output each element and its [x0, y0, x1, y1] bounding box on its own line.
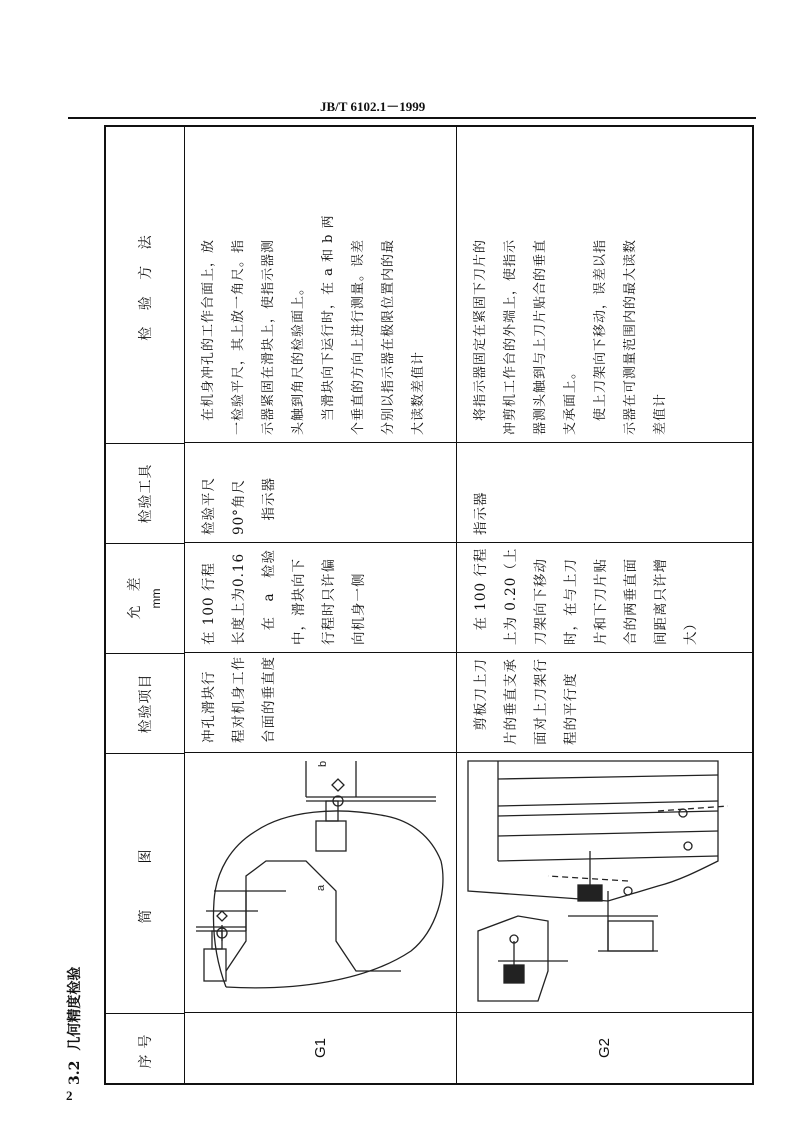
g2-tolerance	[466, 545, 706, 645]
col-line	[184, 752, 752, 753]
header-diagram: 简 图	[106, 753, 184, 1013]
g1-method-line: 当滑块向下运行时，在 a 和 b 两	[321, 214, 336, 435]
g2-tolerance-line: 间距离只许增	[653, 558, 669, 645]
g2-method-line: 使上刀架向下移动，误差以指	[593, 238, 608, 435]
g1-method-line: 头触到角尺的检验面上。	[291, 280, 306, 435]
g1-method-line: 大读数差值计	[411, 350, 426, 435]
header-tool: 检验工具	[106, 443, 184, 543]
g2-tolerance-line: 时，在与上刀	[563, 558, 579, 645]
g2-method-line: 示器在可测量范围内的最大读数	[623, 238, 638, 435]
col-line	[184, 652, 752, 653]
g1-item-line: 冲孔滑块行	[201, 670, 217, 743]
header-divider	[184, 127, 185, 1083]
g1-tolerance-line: 长度上为0.16	[231, 552, 247, 645]
g1-method-line: 个垂直的方向上进行测量。误差	[351, 238, 366, 435]
g2-method-line: 器测头触到与上刀片贴合的垂直	[533, 238, 548, 435]
g2-diagram	[458, 755, 750, 1011]
g1-tool	[194, 445, 284, 535]
g2-tolerance-line: 大）	[683, 616, 699, 645]
section-heading	[64, 957, 84, 1085]
label-a: a	[315, 884, 327, 891]
g2-tolerance-line: 刀架向下移动	[533, 558, 549, 645]
g1-tolerance-line: 向机身一侧	[351, 572, 367, 645]
g1-method-line: 分别以指示器在极限位置内的最	[381, 238, 396, 435]
header-no: 序号	[106, 1013, 184, 1083]
header-method: 检 验 方 法	[138, 229, 154, 341]
g1-method-line: 在机身冲孔的工作台面上，放	[201, 238, 216, 435]
g1-diagram	[186, 755, 454, 1011]
header-rule	[68, 117, 756, 119]
g2-item-line: 面对上刀架行	[533, 658, 549, 745]
g2-method-line: 差值计	[653, 392, 668, 435]
g2-method-line: 支承面上。	[563, 364, 578, 435]
g2-tolerance-line: 上为 0.20（上	[503, 547, 519, 645]
header-item: 检验项目	[106, 653, 184, 753]
header-tolerance-label: 允 差	[127, 577, 144, 620]
g1-tolerance-line: 在 100 行程	[201, 562, 217, 645]
g2-tolerance-line: 合的两垂直面	[623, 558, 639, 645]
g1-tool-line: 指示器	[261, 477, 277, 535]
col-line	[184, 442, 752, 443]
g2-tool-line: 指示器	[473, 491, 489, 535]
g1-tolerance-line: 中，滑块向下	[291, 558, 307, 645]
g2-item-line: 程的平行度	[563, 672, 579, 745]
label-b: b	[317, 760, 329, 767]
g1-method-line: 示器紧固在滑块上，使指示器测	[261, 238, 276, 435]
g2-tool	[466, 445, 496, 535]
g2-item-line: 剪板刀上刀	[473, 658, 489, 745]
page-number: 2	[66, 1088, 73, 1103]
rotated-table-block	[67, 125, 754, 1085]
g2-item	[466, 655, 586, 745]
g1-method	[194, 129, 434, 435]
table-header-row	[106, 127, 184, 1083]
row-divider	[456, 127, 457, 1083]
section-number: 3.2	[67, 1060, 83, 1085]
header-tolerance	[106, 543, 184, 653]
g1-method-line: 一检验平尺，其上放一角尺。指	[231, 238, 246, 435]
standard-number: JB/T 6102.1－1999	[320, 99, 426, 114]
g2-tolerance-line: 片和下刀片贴	[593, 558, 609, 645]
g2-method	[466, 129, 676, 435]
g2-item-line: 片的垂直支承	[503, 658, 519, 745]
g1-tool-line: 检验平尺	[201, 477, 217, 535]
g1-tolerance	[194, 545, 374, 645]
g2-tolerance-line: 在 100 行程	[473, 547, 489, 645]
g1-tolerance-line: 行程时只许偏	[321, 558, 337, 645]
col-line	[184, 542, 752, 543]
row-no: G1	[311, 1038, 329, 1059]
g1-item-line: 台面的垂直度	[261, 656, 277, 743]
inspection-table	[104, 125, 754, 1085]
g2-method-line: 将指示器固定在紧固下刀片的	[473, 238, 488, 435]
row-no: G2	[595, 1038, 613, 1059]
g1-tolerance-line: 在 a 检验	[261, 548, 277, 645]
g1-item	[194, 655, 284, 743]
g2-method-line: 冲剪机工作台的外端上，使指示	[503, 238, 518, 435]
section-title: 几何精度检验	[67, 966, 83, 1051]
header-tolerance-unit: mm	[148, 588, 163, 609]
g1-item-line: 程对机身工作	[231, 656, 247, 743]
g1-tool-line: 90°角尺	[231, 479, 247, 535]
